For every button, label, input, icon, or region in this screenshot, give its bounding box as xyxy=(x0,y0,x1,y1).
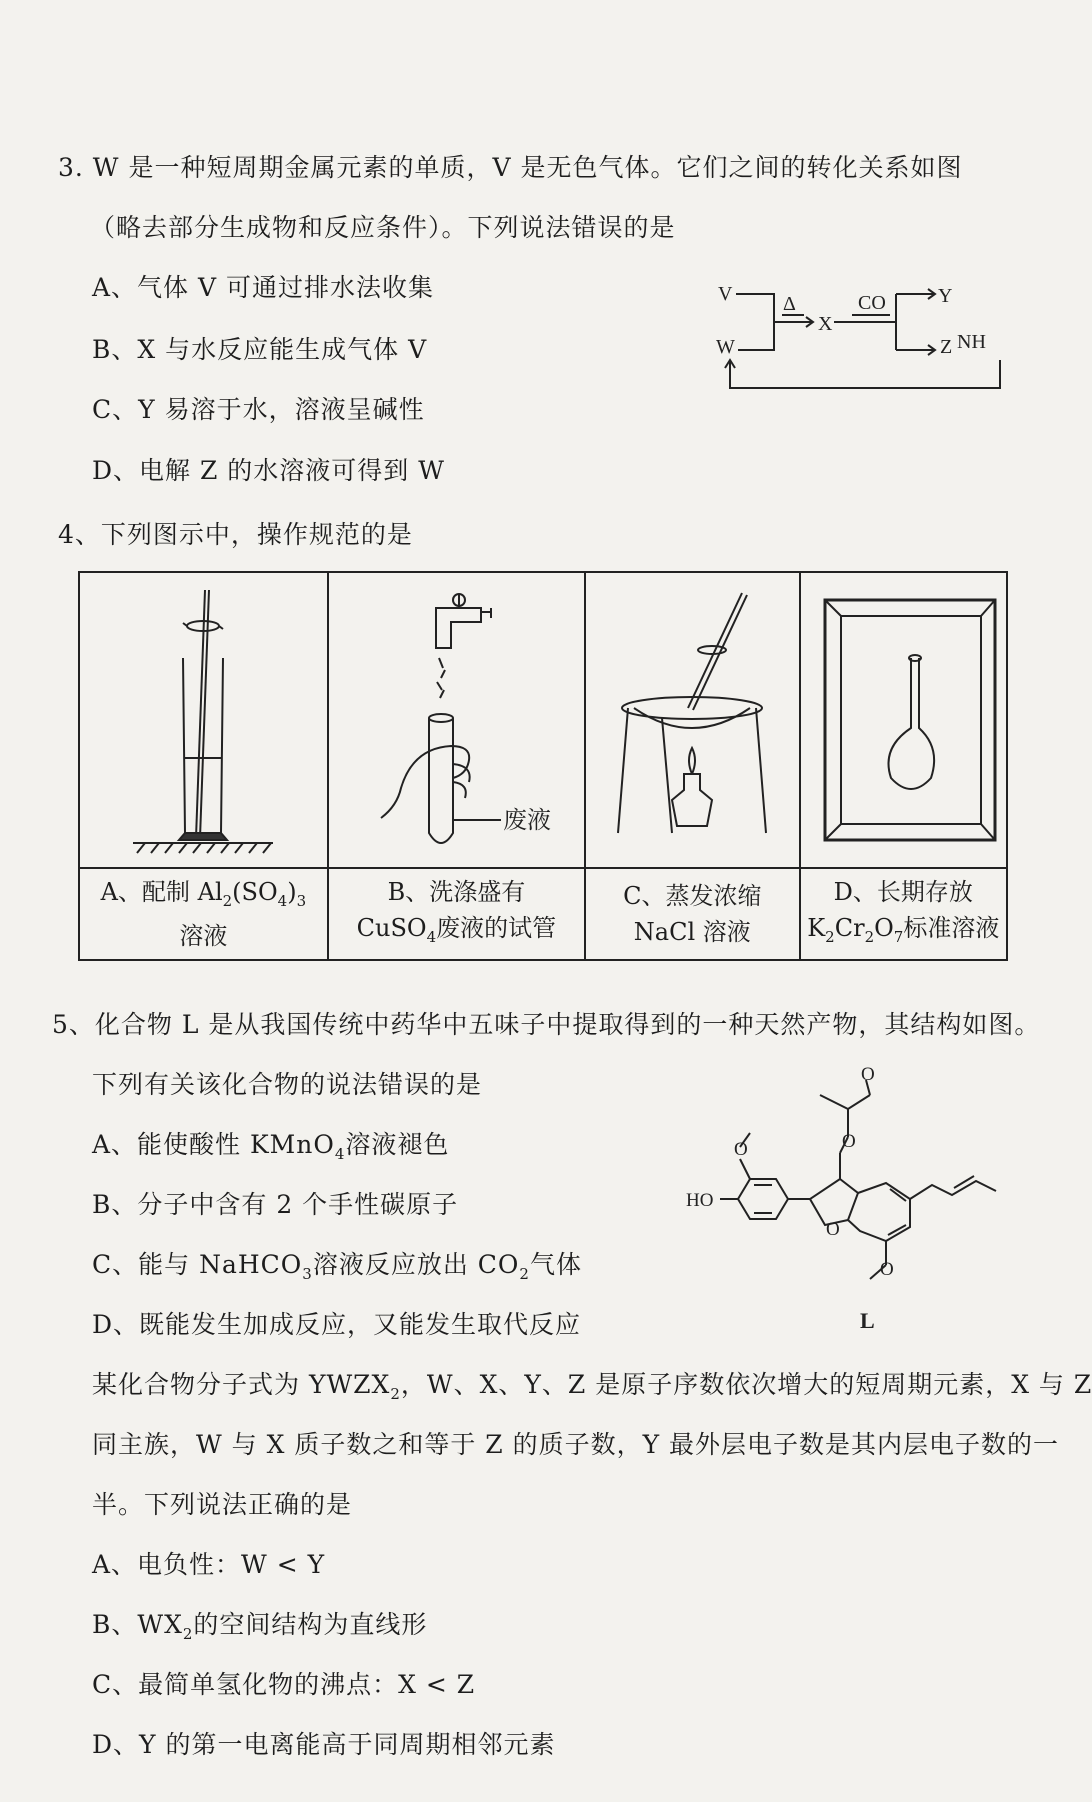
q6-stem-line2: 同主族，W 与 X 质子数之和等于 Z 的质子数，Y 最外层电子数是其内层电子数的一 xyxy=(92,1430,1060,1459)
caption-a-line1: A、配制 Al xyxy=(100,877,223,906)
q5-stem-line2: 下列有关该化合物的说法错误的是 xyxy=(92,1070,483,1099)
caption-d-line2: K xyxy=(807,913,826,942)
diagram-y-label: Y xyxy=(938,285,953,307)
q6-stem-line3: 半。下列说法正确的是 xyxy=(92,1490,353,1519)
q4-caption-a: A、配制 $Al_2(SO_4)_3$ 溶液 xyxy=(79,868,328,960)
diagram-reagent-label: NH xyxy=(957,331,986,353)
caption-c-line2: NaCl 溶液 xyxy=(633,918,751,946)
q3-option-b: B、X 与水反应能生成气体 V xyxy=(92,335,428,364)
caption-c-line1: C、蒸发浓缩 xyxy=(623,882,762,910)
q5-option-d: D、既能发生加成反应，又能发生取代反应 xyxy=(92,1310,582,1339)
methoxy-o-top: O xyxy=(734,1139,748,1160)
compound-l-structure xyxy=(680,1064,1020,1340)
q6-option-d: D、Y 的第一电离能高于同周期相邻元素 xyxy=(92,1730,556,1759)
q4-figure-a xyxy=(79,572,328,868)
caption-d-line1: D、长期存放 xyxy=(833,877,973,906)
methoxy-o-bottom: O xyxy=(880,1259,894,1280)
q6-stem-line1: 某化合物分子式为 $YWZX_2$，W、X、Y、Z 是原子序数依次增大的短周期元素，X 与 Z xyxy=(92,1370,1092,1403)
q5-option-b: B、分子中含有 2 个手性碳原子 xyxy=(92,1190,459,1219)
diagram-w-label: W xyxy=(716,336,735,358)
q4-figure-b xyxy=(328,572,585,868)
q5-option-a: A、能使酸性 KMnO$_4$溶液褪色 xyxy=(92,1130,450,1163)
q5-option-c: C、能与 NaHCO$_3$溶液反应放出 $CO_2$气体 xyxy=(92,1250,582,1283)
q3-option-a: A、气体 V 可通过排水法收集 xyxy=(92,273,435,302)
q6-option-c: C、最简单氢化物的沸点：X < Z xyxy=(92,1670,476,1699)
caption-a-line2: 溶液 xyxy=(179,922,228,951)
q3-stem-line1: 3. W 是一种短周期金属元素的单质，V 是无色气体。它们之间的转化关系如图 xyxy=(58,153,963,182)
diagram-x-label: X xyxy=(818,313,833,335)
q4-caption-b: B、洗涤盛有 CuSO$_4$废液的试管 xyxy=(328,868,585,960)
q4-stem: 4、下列图示中，操作规范的是 xyxy=(58,520,413,549)
test-tube-washing-figure xyxy=(341,578,571,858)
ester-o: O xyxy=(842,1131,856,1152)
carbonyl-o: O xyxy=(861,1064,875,1085)
caption-b-line2: CuSO xyxy=(356,913,427,942)
q6-option-b: B、$WX_2$的空间结构为直线形 xyxy=(92,1610,428,1643)
graduated-cylinder-figure xyxy=(103,578,303,858)
hydroxyl-ho: HO xyxy=(686,1190,714,1211)
q3-option-c: C、Y 易溶于水，溶液呈碱性 xyxy=(92,395,425,424)
q3-option-d: D、电解 Z 的水溶液可得到 W xyxy=(92,456,445,485)
q4-operations-table xyxy=(78,571,1008,961)
caption-b-line1: B、洗涤盛有 xyxy=(387,877,526,906)
diagram-co2-label: CO xyxy=(858,292,886,314)
diagram-v-label: V xyxy=(718,283,733,305)
q4-figure-d xyxy=(800,572,1007,868)
q4-caption-d: D、长期存放 $K_2Cr_2O_7$标准溶液 xyxy=(800,868,1007,960)
q6-option-a: A、电负性：W < Y xyxy=(92,1550,326,1579)
diagram-heat-label: Δ xyxy=(783,293,796,315)
waste-liquid-label: 废液 xyxy=(503,806,552,834)
q4-caption-c xyxy=(585,868,800,960)
volumetric-flask-in-cabinet-figure xyxy=(803,578,1003,858)
q4-figure-c xyxy=(585,572,800,868)
furan-o: O xyxy=(826,1219,840,1240)
diagram-z-label: Z xyxy=(940,336,953,358)
evaporating-dish-figure xyxy=(592,578,792,858)
q5-stem-line1: 5、化合物 L 是从我国传统中药华中五味子中提取得到的一种天然产物，其结构如图。 xyxy=(52,1010,1041,1039)
q3-conversion-diagram xyxy=(700,270,1020,405)
compound-label: L xyxy=(860,1308,875,1333)
q3-stem-line2: （略去部分生成物和反应条件）。下列说法错误的是 xyxy=(90,213,676,242)
